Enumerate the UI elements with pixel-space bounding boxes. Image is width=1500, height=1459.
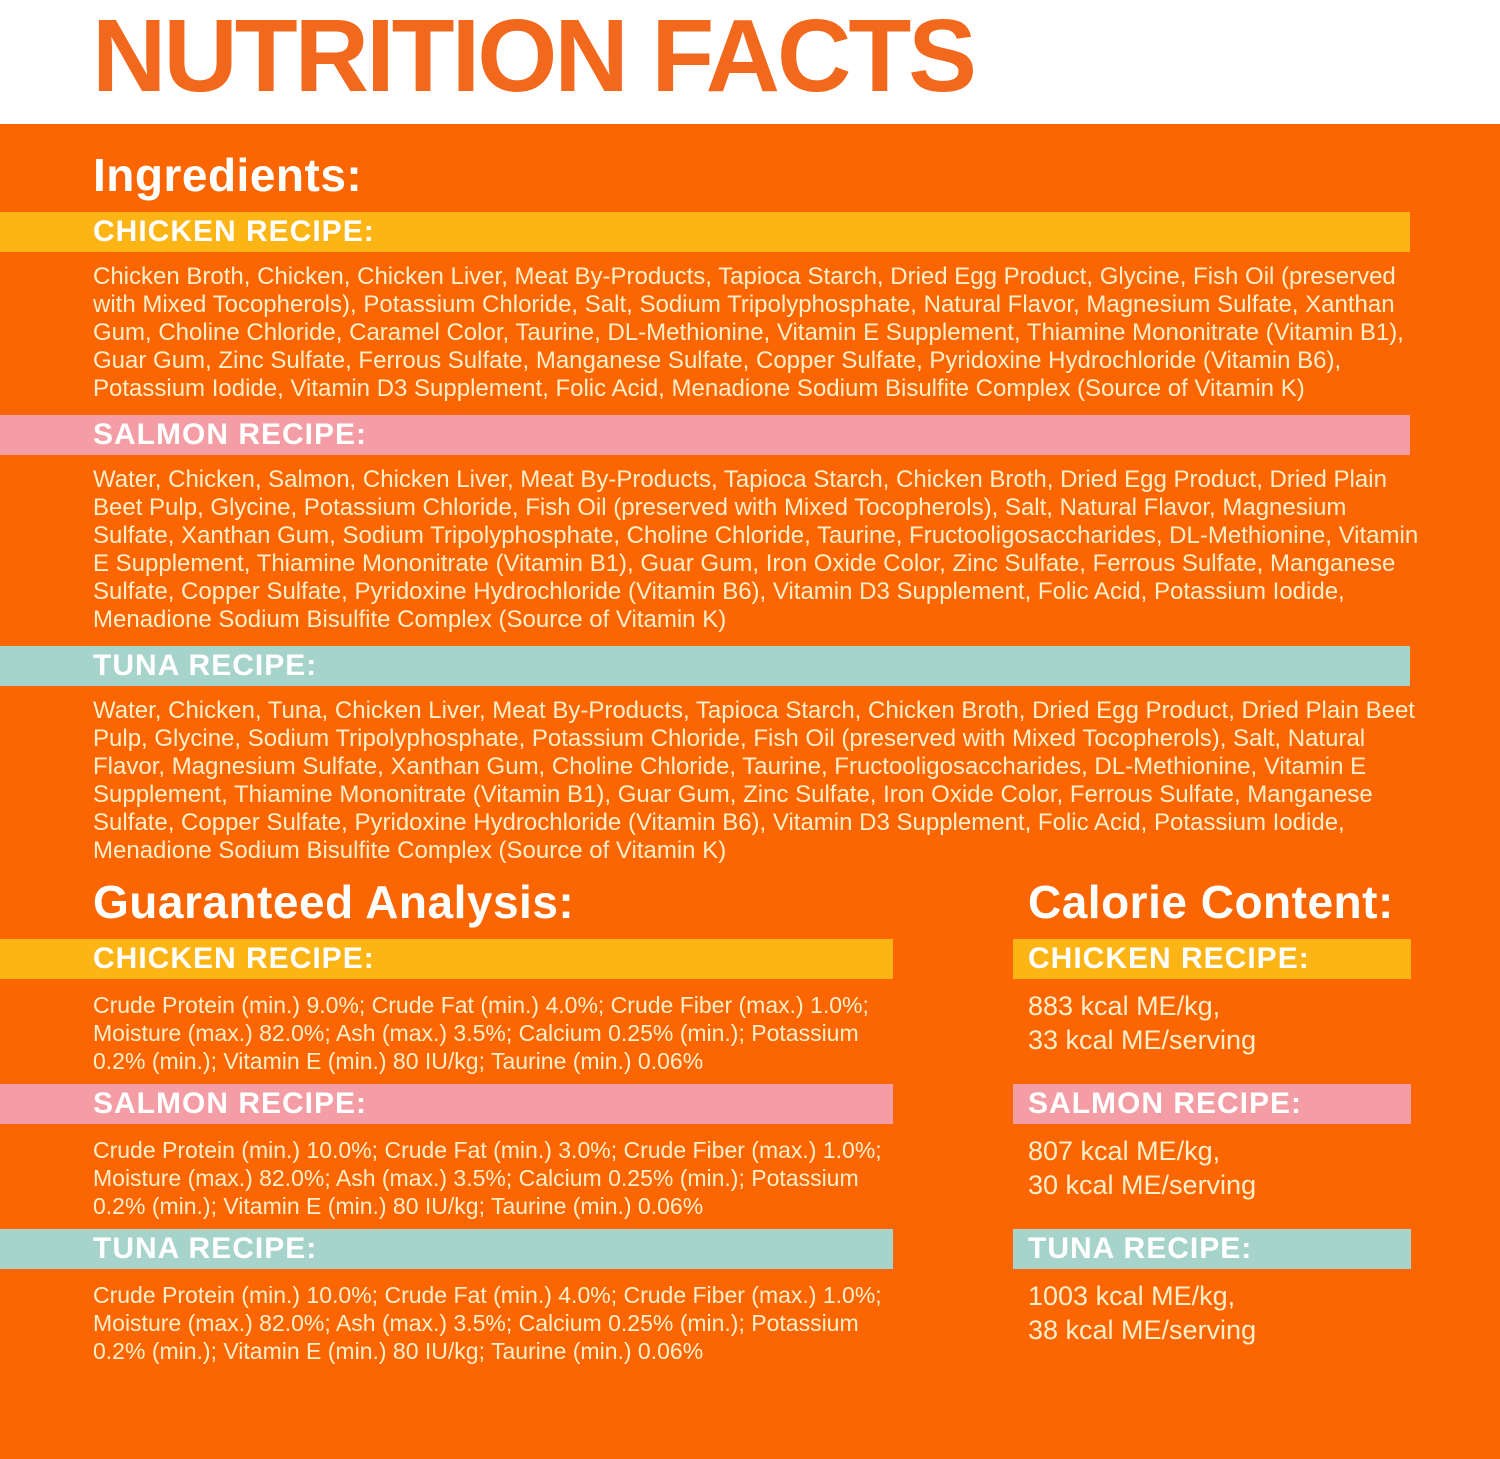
page-title: NUTRITION FACTS (92, 0, 974, 113)
calorie-salmon-label: SALMON RECIPE: (1028, 1087, 1303, 1120)
analysis-tuna-bar (0, 1229, 893, 1269)
calorie-content-column (1013, 877, 1411, 1374)
calorie-tuna-block (1013, 1229, 1411, 1374)
calorie-chicken-bar (1013, 939, 1411, 979)
calorie-chicken-block (1013, 939, 1411, 1084)
guaranteed-analysis-column (0, 877, 893, 1374)
chicken-recipe-bar (0, 212, 1410, 252)
analysis-chicken-text: Crude Protein (min.) 9.0%; Crude Fat (min.) 4.0%; Crude Fiber (max.) 1.0%; Moisture (max.) 82.0%; Ash (max.) 3.5%; Calcium 0.25% (min.); Potassium 0.2% (min.); Vitamin E (min.) 80 IU/kg; Taurine (min.) 0.06% (93, 992, 869, 1074)
ingredients-heading: Ingredients: (93, 149, 363, 201)
ingredients-chicken-section (0, 212, 1500, 403)
analysis-chicken-bar (0, 939, 893, 979)
salmon-recipe-label: SALMON RECIPE: (93, 418, 368, 451)
analysis-tuna-label: TUNA RECIPE: (93, 1232, 318, 1265)
guaranteed-analysis-heading: Guaranteed Analysis: (93, 876, 575, 928)
ingredients-tuna-section (0, 646, 1500, 865)
calorie-content-heading: Calorie Content: (1028, 876, 1394, 928)
analysis-salmon-label: SALMON RECIPE: (93, 1087, 368, 1120)
calorie-salmon-kcal-per-serving: 30 kcal ME/serving (1028, 1170, 1257, 1200)
salmon-ingredients-text: Water, Chicken, Salmon, Chicken Liver, Meat By-Products, Tapioca Starch, Chicken Broth, Dried Egg Product, Dried Plain Beet Pulp, Glycine, Potassium Chloride, Fish Oil (preserved with Mixed Tocopherols), Salt, Natural Flavor, Magnesium Sulfate, Xanthan Gum, Sodium Tripolyphosphate, Choline Chloride, Taurine, Fructooligosaccharides, DL-Methionine, Vitamin E Supplement, Thiamine Mononitrate (Vitamin B1), Guar Gum, Iron Oxide Color, Zinc Sulfate, Ferrous Sulfate, Manganese Sulfate, Copper Sulfate, Pyridoxine Hydrochloride (Vitamin B6), Vitamin D3 Supplement, Folic Acid, Potassium Iodide, Menadione Sodium Bisulfite Complex (Source of Vitamin K) (93, 466, 1419, 633)
analysis-salmon-bar (0, 1084, 893, 1124)
calorie-chicken-label: CHICKEN RECIPE: (1028, 942, 1310, 975)
chicken-recipe-label: CHICKEN RECIPE: (93, 215, 375, 248)
calorie-tuna-kcal-per-kg: 1003 kcal ME/kg, (1028, 1281, 1236, 1311)
calorie-salmon-block (1013, 1084, 1411, 1229)
tuna-recipe-bar (0, 646, 1410, 686)
salmon-recipe-bar (0, 415, 1410, 455)
analysis-tuna-text: Crude Protein (min.) 10.0%; Crude Fat (min.) 4.0%; Crude Fiber (max.) 1.0%; Moisture (max.) 82.0%; Ash (max.) 3.5%; Calcium 0.25% (min.); Potassium 0.2% (min.); Vitamin E (min.) 80 IU/kg; Taurine (min.) 0.06% (93, 1282, 882, 1364)
calorie-tuna-bar (1013, 1229, 1411, 1269)
calorie-salmon-kcal-per-kg: 807 kcal ME/kg, (1028, 1136, 1221, 1166)
calorie-salmon-values (1028, 1134, 1411, 1202)
calorie-tuna-kcal-per-serving: 38 kcal ME/serving (1028, 1315, 1257, 1345)
tuna-ingredients-text: Water, Chicken, Tuna, Chicken Liver, Meat By-Products, Tapioca Starch, Chicken Broth, Dried Egg Product, Dried Plain Beet Pulp, Glycine, Sodium Tripolyphosphate, Potassium Chloride, Fish Oil (preserved with Mixed Tocopherols), Salt, Natural Flavor, Magnesium Sulfate, Xanthan Gum, Choline Chloride, Taurine, Fructooligosaccharides, DL-Methionine, Vitamin E Supplement, Thiamine Mononitrate (Vitamin B1), Guar Gum, Zinc Sulfate, Iron Oxide Color, Ferrous Sulfate, Manganese Sulfate, Copper Sulfate, Pyridoxine Hydrochloride (Vitamin B6), Vitamin D3 Supplement, Folic Acid, Potassium Iodide, Menadione Sodium Bisulfite Complex (Source of Vitamin K) (93, 697, 1415, 864)
analysis-salmon-block (0, 1084, 893, 1229)
calorie-chicken-values (1028, 989, 1411, 1057)
analysis-salmon-text: Crude Protein (min.) 10.0%; Crude Fat (min.) 3.0%; Crude Fiber (max.) 1.0%; Moisture (max.) 82.0%; Ash (max.) 3.5%; Calcium 0.25% (min.); Potassium 0.2% (min.); Vitamin E (min.) 80 IU/kg; Taurine (min.) 0.06% (93, 1137, 882, 1219)
analysis-chicken-block (0, 939, 893, 1084)
calorie-chicken-kcal-per-kg: 883 kcal ME/kg, (1028, 991, 1221, 1021)
calorie-salmon-bar (1013, 1084, 1411, 1124)
tuna-recipe-label: TUNA RECIPE: (93, 649, 318, 682)
analysis-chicken-label: CHICKEN RECIPE: (93, 942, 375, 975)
calorie-tuna-values (1028, 1279, 1411, 1347)
bottom-columns (0, 877, 1500, 1374)
calorie-chicken-kcal-per-serving: 33 kcal ME/serving (1028, 1025, 1257, 1055)
analysis-tuna-block (0, 1229, 893, 1374)
ingredients-salmon-section (0, 415, 1500, 634)
chicken-ingredients-text: Chicken Broth, Chicken, Chicken Liver, Meat By-Products, Tapioca Starch, Dried Egg Product, Glycine, Fish Oil (preserved with Mixed Tocopherols), Potassium Chloride, Salt, Sodium Tripolyphosphate, Natural Flavor, Magnesium Sulfate, Xanthan Gum, Choline Chloride, Caramel Color, Taurine, DL-Methionine, Vitamin E Supplement, Thiamine Mononitrate (Vitamin B1), Guar Gum, Zinc Sulfate, Ferrous Sulfate, Manganese Sulfate, Copper Sulfate, Pyridoxine Hydrochloride (Vitamin B6), Potassium Iodide, Vitamin D3 Supplement, Folic Acid, Menadione Sodium Bisulfite Complex (Source of Vitamin K) (93, 263, 1404, 402)
calorie-tuna-label: TUNA RECIPE: (1028, 1232, 1253, 1265)
label-body (0, 124, 1500, 1459)
label-header (0, 0, 1500, 124)
